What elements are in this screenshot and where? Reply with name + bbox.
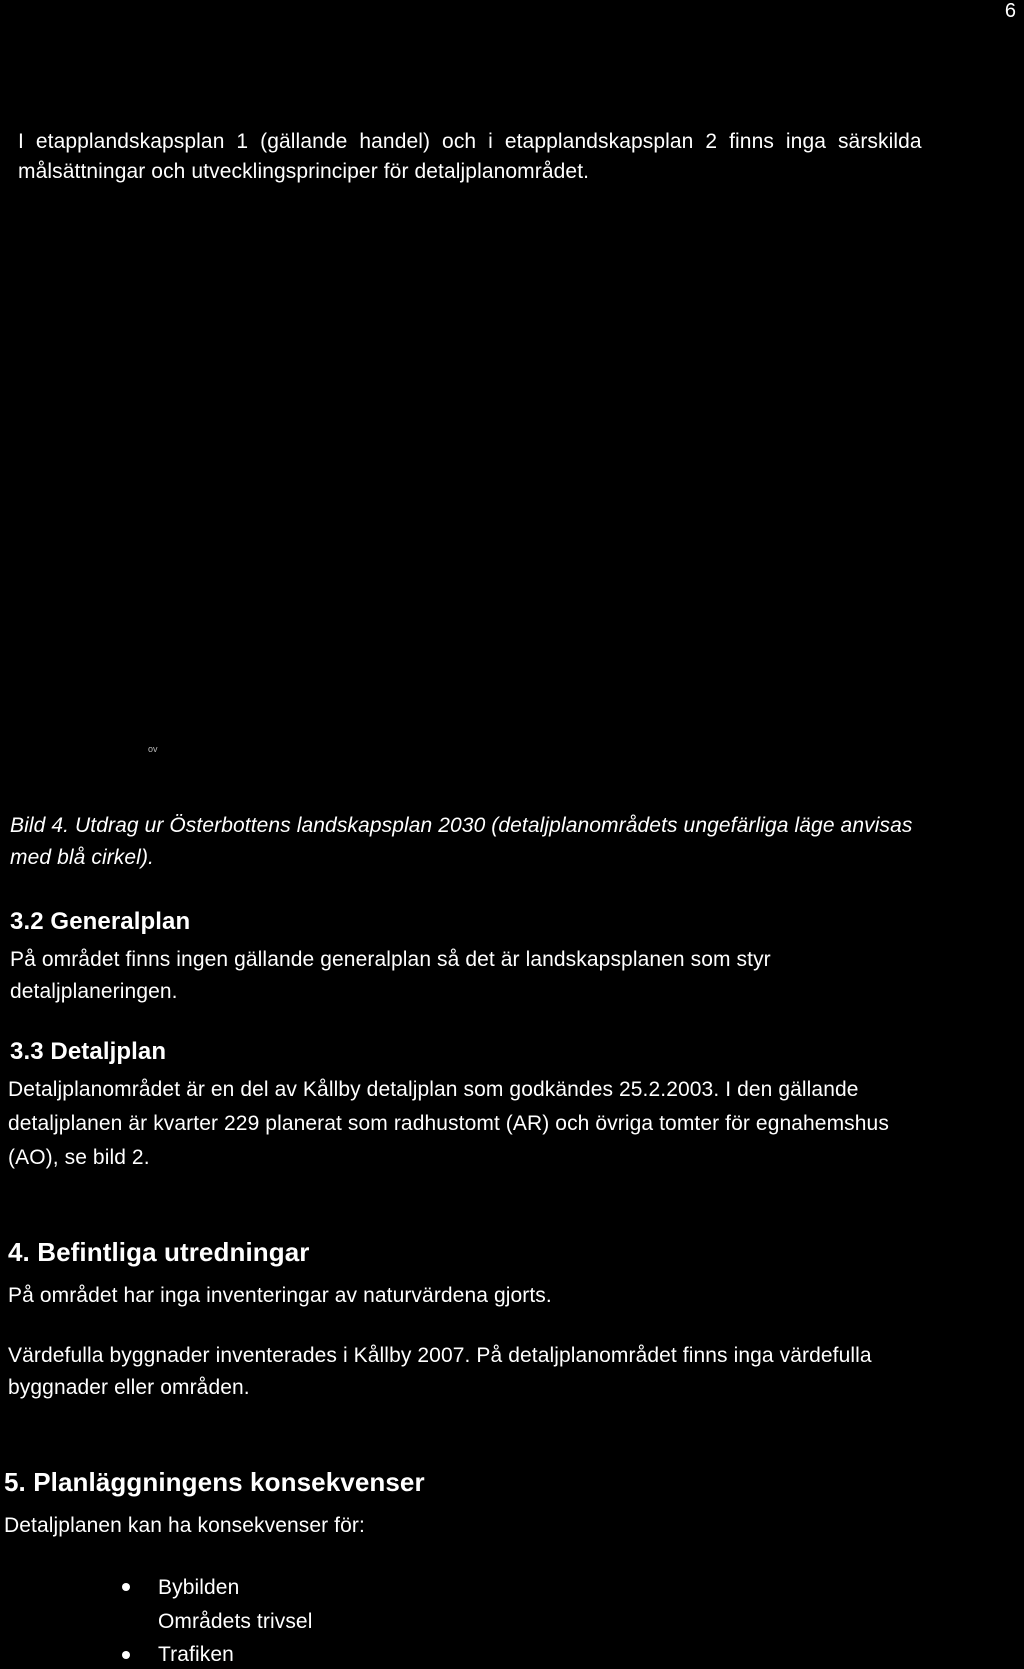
section-3-3-line-2: detaljplanen är kvarter 229 planerat som radhustomt (AR) och övriga tomter för egnahemshus xyxy=(8,1112,889,1135)
figure-area xyxy=(0,200,1024,800)
list-item: Områdets trivsel xyxy=(158,1610,313,1633)
section-4-para-2-line-2: byggnader eller områden. xyxy=(8,1376,250,1399)
figure-caption-line-1: Bild 4. Utdrag ur Österbottens landskapsplan 2030 (detaljplanområdets ungefärliga läge anvisas xyxy=(10,814,913,837)
section-3-3-line-1: Detaljplanområdet är en del av Kållby detaljplan som godkändes 25.2.2003. I den gällande xyxy=(8,1078,859,1101)
page-number: 6 xyxy=(1004,0,1016,22)
intro-line-2: målsättningar och utvecklingsprinciper för detaljplanområdet. xyxy=(18,160,590,183)
intro-line-1: I etapplandskapsplan 1 (gällande handel) och i etapplandskapsplan 2 finns inga särskilda xyxy=(18,130,922,153)
heading-4: 4. Befintliga utredningar xyxy=(8,1237,310,1267)
heading-3-3: 3.3 Detaljplan xyxy=(10,1038,167,1065)
section-3-2-line-2: detaljplaneringen. xyxy=(10,980,178,1003)
heading-5: 5. Planläggningens konsekvenser xyxy=(4,1467,425,1497)
heading-3-2: 3.2 Generalplan xyxy=(10,908,191,935)
section-3-2-line-1: På området finns ingen gällande generalplan så det är landskapsplanen som styr xyxy=(10,948,771,971)
section-4-para-1: På området har inga inventeringar av naturvärdena gjorts. xyxy=(8,1284,552,1307)
section-4-para-2-line-1: Värdefulla byggnader inventerades i Kållby 2007. På detaljplanområdet finns inga värdefulla xyxy=(8,1344,872,1367)
bullet-dot xyxy=(122,1651,130,1659)
bullet-dot xyxy=(122,1583,130,1591)
figure-caption-line-2: med blå cirkel). xyxy=(10,846,154,869)
section-3-3-line-3: (AO), se bild 2. xyxy=(8,1146,150,1169)
list-item: Trafiken xyxy=(158,1643,234,1666)
list-item: Bybilden xyxy=(158,1576,240,1599)
section-5-intro: Detaljplanen kan ha konsekvenser för: xyxy=(4,1514,365,1537)
figure-stray-mark: ov xyxy=(148,744,158,754)
